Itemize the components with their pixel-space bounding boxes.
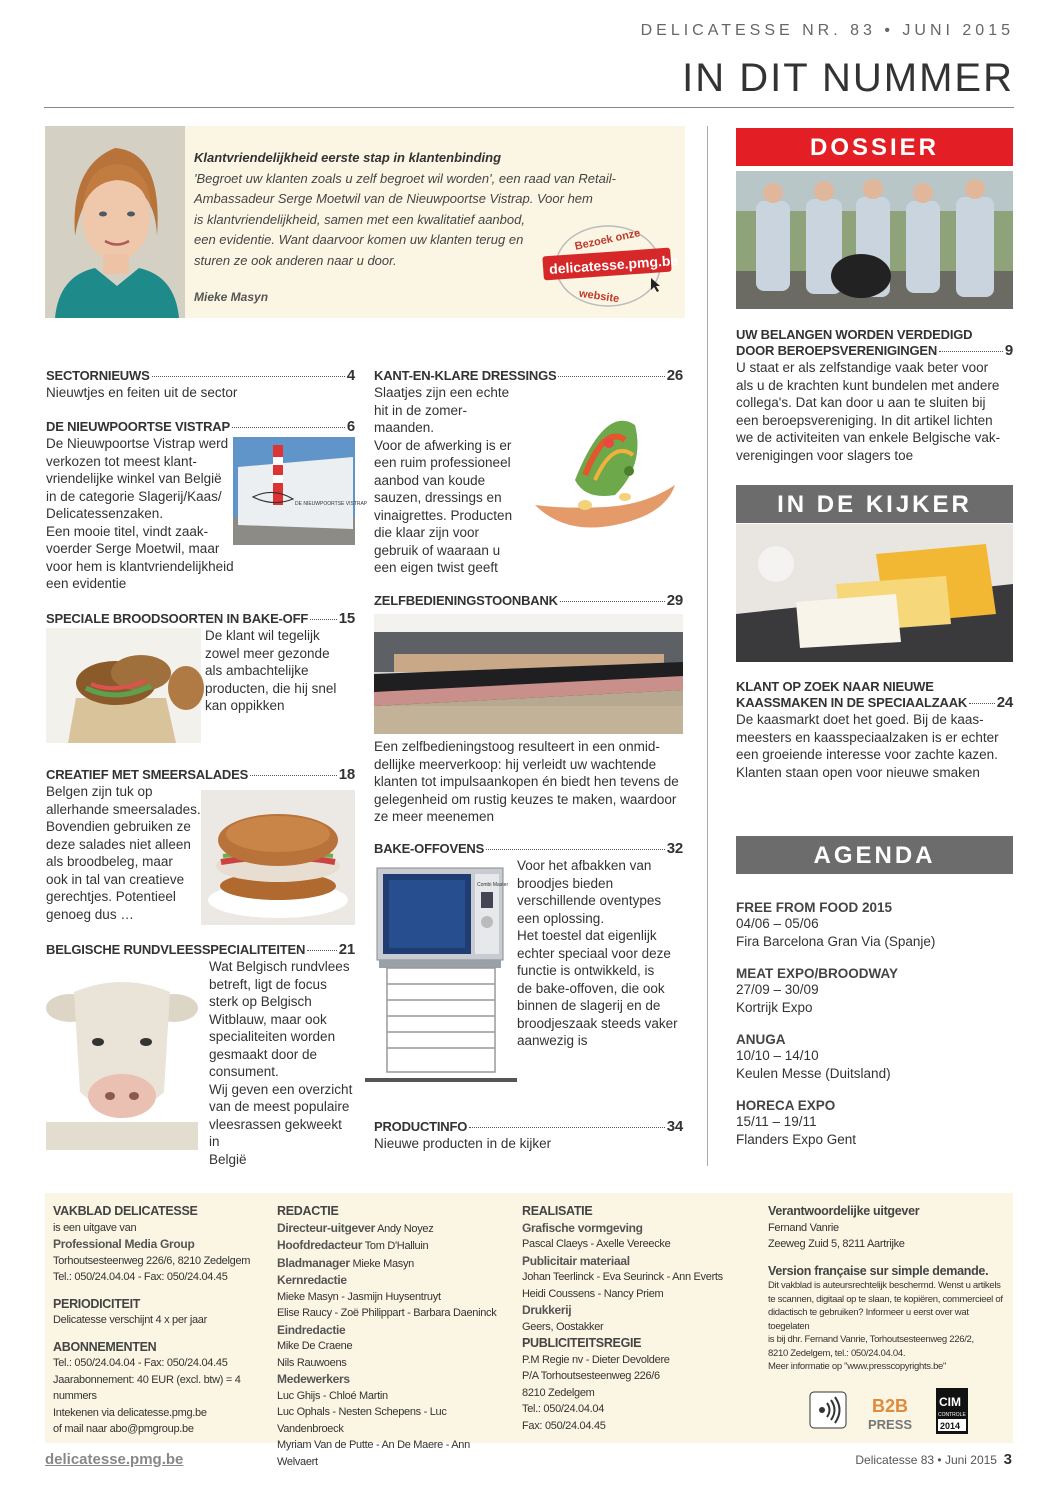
toc-text: verenigingen voor slagers toe xyxy=(736,447,914,463)
toc-text: Klanten staan open voor nieuwe smaken xyxy=(736,764,980,780)
agenda-banner: AGENDA xyxy=(736,836,1013,874)
toc-text: consument. xyxy=(209,1064,279,1079)
toc-text: in de categorie Slagerij/Kaas/ xyxy=(46,488,222,504)
colophon-subheading: Publicitair materiaal xyxy=(522,1253,630,1268)
cim-year: 2014 xyxy=(940,1421,961,1431)
toc-text: Belgen zijn tuk op xyxy=(46,784,153,799)
toc-text: Wij geven een overzicht xyxy=(209,1081,353,1097)
colophon-line: Johan Teerlinck - Eva Seurinck - Ann Everts xyxy=(522,1271,723,1283)
toc-text: ook in tal van creatieve xyxy=(46,871,185,887)
editorial-line: sturen ze ook anderen naar u door. xyxy=(194,252,397,268)
toc-text: klanten tot impulsaankopen én biedt hen tevens de xyxy=(374,774,679,789)
cow-image xyxy=(46,972,198,1150)
colophon-gap xyxy=(53,1329,268,1339)
agenda-place: Fira Barcelona Gran Via (Spanje) xyxy=(736,933,936,949)
dossier-image xyxy=(736,171,1013,309)
kijker-banner: IN DE KIJKER xyxy=(736,485,1013,523)
toc-text: Delicatessenzaken. xyxy=(46,506,164,521)
toc-text: een beroepsvereniging. In dit artikel lichten xyxy=(736,412,993,428)
colophon-line: 8210 Zedelgem xyxy=(522,1386,595,1399)
agenda-date: 15/11 – 19/11 xyxy=(736,1114,817,1129)
toc-text: producten, die hij snel xyxy=(205,680,337,696)
agenda-item[interactable] xyxy=(736,1098,1013,1148)
colophon-role-value: Mieke Masyn xyxy=(352,1257,414,1270)
colophon-line: of mail naar abo@pmgroup.be xyxy=(53,1423,194,1435)
toc-page: 4 xyxy=(346,367,355,384)
dossier-banner: DOSSIER xyxy=(736,128,1013,166)
colophon-heading: PUBLICITEITSREGIE xyxy=(522,1336,642,1350)
toc-text: Voor het afbakken van xyxy=(517,858,652,873)
toc-title: SECTORNIEUWS xyxy=(46,368,150,383)
oven-image xyxy=(365,862,517,1082)
toc-text: gelegenheid om rustig keuzes te maken, waardoor xyxy=(374,791,677,807)
toc-page: 32 xyxy=(666,840,683,857)
toc-text: binnen de slagerij en de xyxy=(517,998,661,1013)
colophon-heading: ABONNEMENTEN xyxy=(53,1339,157,1354)
toc-text: vinaigrettes. Producten xyxy=(374,507,513,523)
editor-photo xyxy=(45,126,185,318)
toc-text: een evidentie xyxy=(46,576,127,591)
toc-text: Slaatjes zijn een echte xyxy=(374,385,510,400)
toc-text: als u de krachten kunt bundelen met andere xyxy=(736,377,1000,393)
toc-text: deze salades niet alleen xyxy=(46,836,191,852)
toc-title: KAASSMAKEN IN DE SPECIAALZAAK xyxy=(736,695,968,710)
toc-text: De klant wil tegelijk xyxy=(205,628,320,643)
toc-text: sauzen, dressings en xyxy=(374,490,502,505)
colophon-line: Meer informatie op "www.presscopyrights.be" xyxy=(768,1361,947,1372)
toc-text: vriendelijke winkel van België xyxy=(46,471,222,486)
toc-text: U staat er als zelfstandige vaak beter voor xyxy=(736,360,989,375)
colophon-line: te scannen, digitaal op te slaan, te kopiëren, commercieel of xyxy=(768,1293,1003,1305)
colophon-col-publisher xyxy=(53,1203,268,1438)
toc-title: KANT-EN-KLARE DRESSINGS xyxy=(374,368,557,383)
toc-text: een groeiende interesse voor zachte kazen. xyxy=(736,747,998,762)
colophon-line: Delicatesse verschijnt 4 x per jaar xyxy=(53,1314,207,1326)
toc-text: ze meer meenemen xyxy=(374,809,495,824)
colophon-line: Luc Ghijs - Chloé Martin xyxy=(277,1389,388,1402)
agenda-item[interactable] xyxy=(736,900,1013,950)
toc-page: 34 xyxy=(666,1118,683,1135)
bread-image xyxy=(46,628,201,743)
agenda-place: Keulen Messe (Duitsland) xyxy=(736,1065,891,1081)
website-link[interactable]: delicatesse.pmg.be xyxy=(45,1451,184,1468)
toc-text: echter speciaal voor deze xyxy=(517,945,671,961)
toc-dossier[interactable] xyxy=(736,327,1013,464)
toc-text: gerechtjes. Potentieel xyxy=(46,889,176,904)
toc-kijker[interactable] xyxy=(736,679,1013,781)
colophon-subheading: Eindredactie xyxy=(277,1322,346,1337)
stamp-bottom: website xyxy=(578,287,620,306)
colophon-line: Zeeweg Zuid 5, 8211 Aartrijke xyxy=(768,1238,905,1250)
oven-label: Combi Master xyxy=(477,882,509,888)
toc-title: PRODUCTINFO xyxy=(374,1119,468,1134)
toc-text: voor hem is klantvriendelijkheid xyxy=(46,558,234,574)
agenda-date: 10/10 – 14/10 xyxy=(736,1048,819,1063)
agenda-title: ANUGA xyxy=(736,1032,786,1047)
toc-text: die klaar zijn voor xyxy=(374,525,480,540)
toc-text: hit in de zomer- xyxy=(374,402,468,418)
editorial-line: Ambassadeur Serge Moetwil van de Nieuwpoortse Vistrap. Voor hem xyxy=(194,191,593,206)
press-text: PRESS xyxy=(868,1417,913,1432)
toc-title: ZELFBEDIENINGSTOONBANK xyxy=(374,593,558,608)
colophon-gap xyxy=(768,1253,1008,1263)
toc-zelfbediening[interactable] xyxy=(374,592,683,609)
toc-text: specialiteiten worden xyxy=(209,1029,336,1044)
toc-text: broodjes bieden xyxy=(517,875,614,891)
website-stamp[interactable] xyxy=(543,224,679,308)
toc-text: Bovendien gebruiken ze xyxy=(46,819,191,834)
toc-sectornieuws[interactable] xyxy=(46,367,355,402)
toc-title: BELGISCHE RUNDVLEESSPECIALITEITEN xyxy=(46,942,306,957)
toc-text: Een mooie titel, vindt zaak- xyxy=(46,523,209,539)
toc-text: sterk op Belgisch xyxy=(209,994,312,1009)
colophon-line: Myriam Van de Putte - An De Maere - Ann Welvaert xyxy=(277,1439,470,1468)
colophon-role-label: Directeur-uitgever xyxy=(277,1220,375,1235)
toc-text: betreft, ligt de focus xyxy=(209,976,327,992)
toc-page: 6 xyxy=(346,418,355,435)
colophon-heading: REDACTIE xyxy=(277,1204,339,1218)
editor-portrait-image xyxy=(45,126,185,318)
editorial-line: 'Begroet uw klanten zoals u zelf begroet wil worden', een raad van Retail- xyxy=(194,170,616,186)
colophon-line: Geers, Oostakker xyxy=(522,1320,604,1333)
colophon-line: Jaarabonnement: 40 EUR (excl. btw) = 4 nummers xyxy=(53,1373,241,1402)
colophon-col-realisatie xyxy=(522,1203,757,1434)
colophon-line: P/A Torhoutsesteenweg 226/6 xyxy=(522,1370,660,1382)
agenda-place: Flanders Expo Gent xyxy=(736,1131,857,1147)
colophon-subheading: Professional Media Group xyxy=(53,1237,195,1251)
colophon-line: Nils Rauwoens xyxy=(277,1356,347,1369)
agenda-date: 27/09 – 30/09 xyxy=(736,982,819,997)
toc-text: een ruim professioneel xyxy=(374,455,511,470)
toc-text: België xyxy=(209,1151,247,1167)
colophon-role xyxy=(277,1237,512,1255)
toc-text: allerhande smeersalades. xyxy=(46,801,201,817)
toc-page: 15 xyxy=(338,610,355,627)
toc-text: genoeg dus … xyxy=(46,906,134,922)
colophon-heading: VAKBLAD DELICATESSE xyxy=(53,1204,198,1218)
toc-text: Witblauw, maar ook xyxy=(209,1011,327,1027)
colophon-line: Tel.: 050/24.04.04 xyxy=(522,1403,605,1415)
toc-title: BAKE-OFFOVENS xyxy=(374,841,485,856)
toc-text: Een zelfbedieningstoog resulteert in een onmid- xyxy=(374,739,660,754)
agenda-item[interactable] xyxy=(736,1032,1013,1082)
colophon-role-label: Bladmanager xyxy=(277,1255,350,1270)
colophon-line: Luc Ophals - Nesten Schepens - Luc Vandenbroeck xyxy=(277,1406,447,1435)
toc-text: Wat Belgisch rundvlees xyxy=(209,959,350,974)
colophon-line: Heidi Coussens - Nancy Priem xyxy=(522,1287,664,1300)
toc-text: als broodbeleg, maar xyxy=(46,854,173,869)
colophon-line: Fax: 050/24.04.45 xyxy=(522,1419,606,1432)
toc-text: de bake-offoven, die ook xyxy=(517,980,665,996)
folio-text: Delicatesse 83 • Juni 2015 xyxy=(855,1453,997,1467)
toc-text: zowel meer gezonde xyxy=(205,645,330,661)
b2b-press-logo xyxy=(866,1392,916,1432)
toc-zelfbediening-text xyxy=(374,738,683,826)
header-divider xyxy=(44,107,1014,108)
agenda-date: 04/06 – 05/06 xyxy=(736,916,819,931)
toc-text: van de meest populaire xyxy=(209,1099,350,1114)
colophon-heading: REALISATIE xyxy=(522,1204,593,1218)
b2b-text: B2B xyxy=(872,1396,909,1416)
toc-text: meesters en kaasspeciaalzaken is er echter xyxy=(736,729,999,745)
colophon-heading: Version française sur simple demande. xyxy=(768,1263,989,1278)
colophon-role xyxy=(277,1220,512,1238)
colophon-line: Torhoutsesteenweg 226/6, 8210 Zedelgem xyxy=(53,1254,251,1267)
toc-text: aanwezig is xyxy=(517,1033,588,1048)
page-folio xyxy=(855,1451,1012,1468)
toc-text: Nieuwe producten in de kijker xyxy=(374,1136,552,1151)
toc-page: 21 xyxy=(338,941,355,958)
agenda-title: HORECA EXPO xyxy=(736,1098,836,1113)
colophon-line: Mieke Masyn - Jasmijn Huysentruyt xyxy=(277,1290,441,1303)
colophon-line: didactisch te gebruiken? Informeer u eerst over wat toegelaten xyxy=(768,1307,969,1332)
toc-title: DE NIEUWPOORTSE VISTRAP xyxy=(46,419,230,434)
toc-text: verschillende oventypes xyxy=(517,893,662,908)
colophon-subheading: Kernredactie xyxy=(277,1273,347,1287)
toc-text: vleesrassen gekweekt in xyxy=(209,1116,342,1149)
toc-text: gesmaakt door de xyxy=(209,1046,318,1062)
colophon-line: Tel.: 050/24.04.04 - Fax: 050/24.04.45 xyxy=(53,1357,228,1369)
toc-text: een oplossing. xyxy=(517,910,605,926)
colophon-subheading: Grafische vormgeving xyxy=(522,1220,643,1235)
toc-text: gebruik of waaraan u xyxy=(374,542,501,558)
colophon-role-label: Hoofdredacteur xyxy=(277,1238,363,1252)
editorial-author: Mieke Masyn xyxy=(194,290,269,304)
toc-text: Voor de afwerking is er xyxy=(374,437,512,453)
toc-title: UW BELANGEN WORDEN VERDEDIGD xyxy=(736,327,973,342)
sandwich-image xyxy=(201,790,355,925)
colophon-subheading: Medewerkers xyxy=(277,1372,350,1386)
toc-title: DOOR BEROEPSVERENIGINGEN xyxy=(736,343,938,358)
counter-image xyxy=(374,614,683,734)
toc-text: we de activiteiten van enkele Belgische vak- xyxy=(736,430,1001,445)
toc-text: kan oppikken xyxy=(205,698,285,713)
page-number: 3 xyxy=(1003,1451,1012,1468)
cheese-image xyxy=(736,524,1013,662)
toc-text: maanden. xyxy=(374,420,435,435)
colophon-role xyxy=(277,1255,512,1273)
colophon-line: Mike De Craene xyxy=(277,1340,353,1352)
colophon-role-value: Andy Noyez xyxy=(377,1222,434,1235)
toc-page: 29 xyxy=(666,592,683,609)
cim-logo xyxy=(936,1388,968,1434)
agenda-title: FREE FROM FOOD 2015 xyxy=(736,900,893,915)
colophon-col-uitgever xyxy=(768,1203,1008,1374)
agenda-place: Kortrijk Expo xyxy=(736,999,813,1015)
colophon-col-redactie xyxy=(277,1203,512,1470)
toc-text: als ambachtelijke xyxy=(205,663,309,678)
colophon-line: Pascal Claeys - Axelle Vereecke xyxy=(522,1238,671,1250)
toc-text: broodjeszaak steeds vaker xyxy=(517,1015,678,1031)
issue-line: DELICATESSE NR. 83 • JUNI 2015 xyxy=(640,22,1014,39)
colophon-role-value: Tom D'Halluin xyxy=(364,1240,429,1252)
toc-text: De Nieuwpoortse Vistrap werd xyxy=(46,436,229,451)
toc-title: KLANT OP ZOEK NAAR NIEUWE xyxy=(736,679,934,694)
cursor-icon xyxy=(651,278,660,292)
toc-page: 24 xyxy=(996,694,1013,711)
cim-text: CIM xyxy=(939,1395,961,1409)
editorial-line: is klantvriendelijkheid, samen met een kwalitatief aanbod, xyxy=(194,211,525,227)
colophon-heading: Verantwoordelijke uitgever xyxy=(768,1204,920,1218)
toc-text: functie is ontwikkeld, is xyxy=(517,963,655,978)
toc-text: Het toestel dat eigenlijk xyxy=(517,928,657,943)
toc-text: verkozen tot meest klant- xyxy=(46,453,197,469)
toc-text: Nieuwtjes en feiten uit de sector xyxy=(46,385,238,400)
toc-title: CREATIEF MET SMEERSALADES xyxy=(46,767,249,782)
stamp-top: Bezoek onze xyxy=(573,227,642,253)
toc-page: 18 xyxy=(338,766,355,783)
cim-controle: CONTROLE xyxy=(938,1412,966,1418)
colophon-line: is een uitgave van xyxy=(53,1221,137,1234)
editorial-line: een evidentie. Want daarvoor komen uw klanten terug en xyxy=(194,232,524,247)
agenda-title: MEAT EXPO/BROODWAY xyxy=(736,966,899,981)
dressing-image xyxy=(525,385,687,540)
toc-productinfo[interactable] xyxy=(374,1118,683,1153)
toc-text: een eigen twist geeft xyxy=(374,560,498,575)
colophon-heading: PERIODICITEIT xyxy=(53,1296,141,1311)
colophon-line: 8210 Zedelgem, tel.: 050/24.04.04. xyxy=(768,1347,906,1359)
page-title: IN DIT NUMMER xyxy=(682,56,1014,100)
toc-page: 26 xyxy=(666,367,683,384)
toc-text: collega's. Dat kan door u aan te sluiten bij xyxy=(736,395,986,410)
stamp-url: delicatesse.pmg.be xyxy=(548,252,679,278)
store-sign-text: DE NIEUWPOORTSE VISTRAP xyxy=(295,501,368,507)
colophon-line: Intekenen via delicatesse.pmg.be xyxy=(53,1406,207,1419)
column-divider xyxy=(707,126,708,1166)
toc-text: aanbod van koude xyxy=(374,472,486,488)
toc-page: 9 xyxy=(1004,342,1013,359)
colophon-line: Fernand Vanrie xyxy=(768,1221,839,1234)
colophon-gap xyxy=(53,1286,268,1296)
colophon-subheading: Drukkerij xyxy=(522,1303,572,1317)
agenda-list xyxy=(736,900,1013,1148)
toc-text: De kaasmarkt doet het goed. Bij de kaas- xyxy=(736,712,984,727)
agenda-item[interactable] xyxy=(736,966,1013,1016)
editorial-title: Klantvriendelijkheid eerste stap in klantenbinding xyxy=(194,150,502,165)
colophon-line: Tel.: 050/24.04.04 - Fax: 050/24.04.45 xyxy=(53,1271,228,1283)
toc-text: voerder Serge Moetwil, maar xyxy=(46,541,220,556)
colophon-line: Elise Raucy - Zoë Philippart - Barbara Daeninck xyxy=(277,1307,497,1319)
colophon-line: Dit vakblad is auteursrechtelijk beschermd. Wenst u artikels xyxy=(768,1280,1001,1291)
colophon-line: is bij dhr. Fernand Vanrie, Torhoutsesteenweg 226/2, xyxy=(768,1334,974,1345)
toc-title: SPECIALE BROODSOORTEN IN BAKE-OFF xyxy=(46,611,309,626)
colophon-line: P.M Regie nv - Dieter Devoldere xyxy=(522,1353,670,1366)
vistrap-store-image xyxy=(233,437,368,545)
toc-text: dellijke meerverkoop: hij verleidt uw wachtende xyxy=(374,756,657,772)
press-logo-sound xyxy=(810,1392,846,1428)
